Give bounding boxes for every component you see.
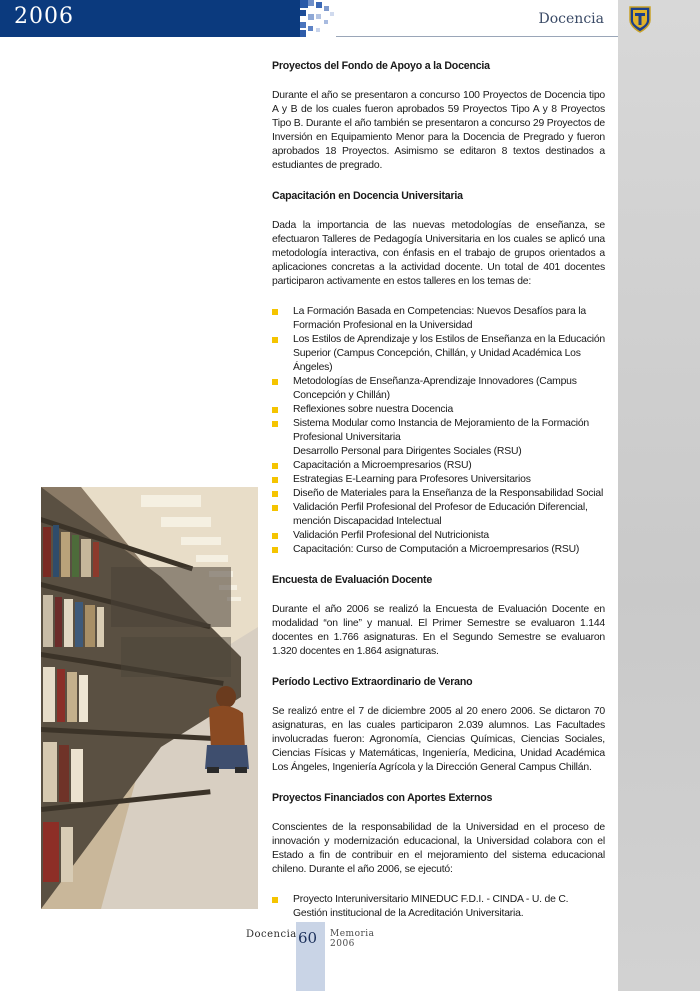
section-paragraph-encuesta: Durante el año 2006 se realizó la Encuesta de Evaluación Docente en modalidad “on line” y manual. El Primer Semestre se evaluaron 1.144 docentes en 1.766 asignaturas. En el Segundo Semestre se evaluaron 1.320 docentes en 1.864 asignaturas. [272,604,605,657]
list-item: Estrategias E-Learning para Profesores Universitarios [272,473,605,487]
footer-memoria-title: Memoria [330,929,375,939]
footer-section-label: Docencia [246,929,297,940]
bullet-icon [272,897,278,903]
footer-memoria-year: 2006 [330,939,355,949]
page-number: 60 [298,929,318,947]
section-paragraph-fondo-apoyo: Durante el año se presentaron a concurso 100 Proyectos de Docencia tipo A y B de los cuales fueron aprobados 59 Proyectos Tipo A y 8 Proyectos Tipo B. Durante el año también se presentaron a concurso 29 Proyectos de Inversión en Equipamiento Menor para la Docencia de Pregrado y fueron aprobados 18 Proyectos. Asimismo se editaron 8 textos destinados a estudiantes de pregrado. [272,90,605,171]
library-photo [41,487,258,909]
bullet-icon [272,477,278,483]
footer-memoria [330,929,375,949]
section-heading-capacitacion: Capacitación en Docencia Universitaria [272,190,463,202]
list-item: Reflexiones sobre nuestra Docencia [272,403,605,417]
list-item: Validación Perfil Profesional del Profesor de Educación Diferencial, mención Discapacidad Intelectual [272,501,605,529]
header-rule [336,36,618,37]
list-item: Metodologías de Enseñanza-Aprendizaje Innovadores (Campus Concepción y Chillán) [272,375,605,403]
list-item: Capacitación a Microempresarios (RSU) [272,459,605,473]
header-bar [0,0,286,37]
list-item: La Formación Basada en Competencias: Nuevos Desafíos para la Formación Profesional en la Universidad [272,305,605,333]
header-year: 2006 [14,4,74,29]
section-paragraph-verano: Se realizó entre el 7 de diciembre 2005 al 20 enero 2006. Se dictaron 70 asignaturas, en las cuales participaron 2.039 alumnos. Las Facultades involucradas fueron: Agronomía, Ciencias Químicas, Ciencias Sociales, Ciencias Físicas y Matemáticas, Ingeniería, Medicina, Unidad Académica Los Ángeles, Ingeniería Agrícola y la Dirección General Campus Chillán. [272,706,605,773]
list-item: Los Estilos de Aprendizaje y los Estilos de Enseñanza en la Educación Superior (Campus Concepción, Chillán, y Unidad Académica Los Ángeles) [272,333,605,375]
section-paragraph-capacitacion: Dada la importancia de las nuevas metodologías de enseñanza, se efectuaron Talleres de Pedagogía Universitaria en los cuales se aplicó una metodología interactiva, con énfasis en el trabajo de grupos orientados a aplicaciones concretas a la actividad docente. Un total de 401 docentes participaron activamente en estos talleres en los temas de: [272,220,605,287]
header-mosaic [286,0,336,37]
university-crest-icon [629,6,651,33]
side-strip [618,0,700,991]
bullet-icon [272,533,278,539]
list-item: Diseño de Materiales para la Enseñanza de la Responsabilidad Social [272,487,605,501]
list-item: Proyecto Interuniversitario MINEDUC F.D.I. - CINDA - U. de C. Gestión institucional de la Acreditación Universitaria. [272,893,605,921]
external-projects-list [272,893,605,921]
bullet-icon [272,491,278,497]
list-item-subline: Desarrollo Personal para Dirigentes Sociales (RSU) [293,446,522,457]
section-heading-encuesta: Encuesta de Evaluación Docente [272,574,433,586]
bullet-icon [272,309,278,315]
section-heading-aportes-externos: Proyectos Financiados con Aportes Externos [272,792,493,804]
section-heading-fondo-apoyo: Proyectos del Fondo de Apoyo a la Docencia [272,60,490,72]
bullet-icon [272,421,278,427]
list-item: Sistema Modular como Instancia de Mejoramiento de la Formación Profesional Universitaria Desarrollo Personal para Dirigentes Sociales (RSU) [272,417,605,459]
bullet-icon [272,505,278,511]
list-item: Capacitación: Curso de Computación a Microempresarios (RSU) [272,543,605,557]
section-heading-verano: Período Lectivo Extraordinario de Verano [272,676,473,688]
bullet-icon [272,379,278,385]
bullet-icon [272,463,278,469]
bullet-icon [272,407,278,413]
bullet-icon [272,337,278,343]
main-content [272,59,605,937]
header-section-title: Docencia [538,11,604,27]
training-topics-list [272,305,605,557]
bullet-icon [272,547,278,553]
section-paragraph-aportes-externos: Conscientes de la responsabilidad de la Universidad en el proceso de innovación y modernización educacional, la Universidad colabora con el Estado a fin de contribuir en el mejoramiento del sistema educacional chileno. Durante el año 2006, se ejecutó: [272,822,605,875]
list-item: Validación Perfil Profesional del Nutricionista [272,529,605,543]
